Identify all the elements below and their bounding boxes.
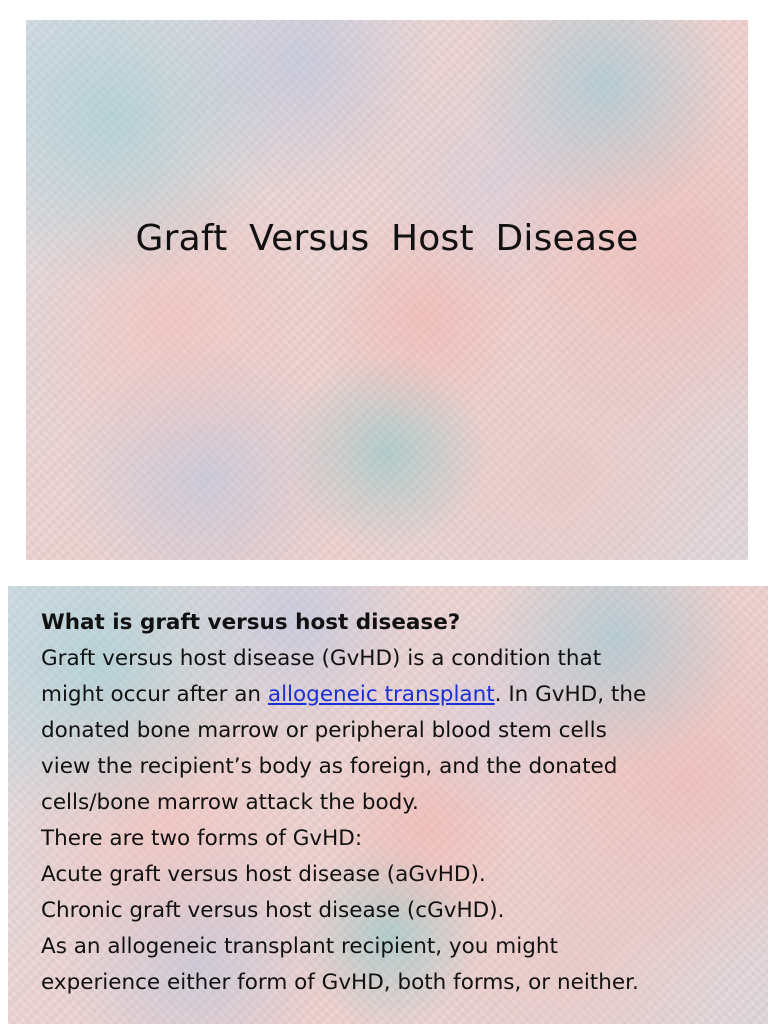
body-line: Graft versus host disease (GvHD) is a condition that — [41, 646, 602, 671]
content-slide — [8, 586, 768, 1024]
body-line: experience either form of GvHD, both forms, or neither. — [41, 970, 639, 995]
title-slide — [26, 20, 748, 560]
body-line: There are two forms of GvHD: — [41, 826, 363, 851]
body-line: Acute graft versus host disease (aGvHD). — [41, 862, 486, 887]
slide-title: Graft Versus Host Disease — [135, 218, 639, 259]
slide-body — [41, 605, 756, 1001]
body-line: view the recipient’s body as foreign, and the donated — [41, 754, 618, 779]
body-line: Chronic graft versus host disease (cGvHD). — [41, 898, 505, 923]
allogeneic-transplant-link[interactable]: allogeneic transplant — [267, 682, 495, 707]
body-text: might occur after an — [41, 682, 268, 707]
body-line-with-link — [41, 677, 756, 713]
body-line: As an allogeneic transplant recipient, you might — [41, 934, 558, 959]
body-line: cells/bone marrow attack the body. — [41, 790, 419, 815]
body-text: . In GvHD, the — [494, 682, 647, 707]
body-heading: What is graft versus host disease? — [41, 610, 461, 635]
body-line: donated bone marrow or peripheral blood stem cells — [41, 718, 607, 743]
